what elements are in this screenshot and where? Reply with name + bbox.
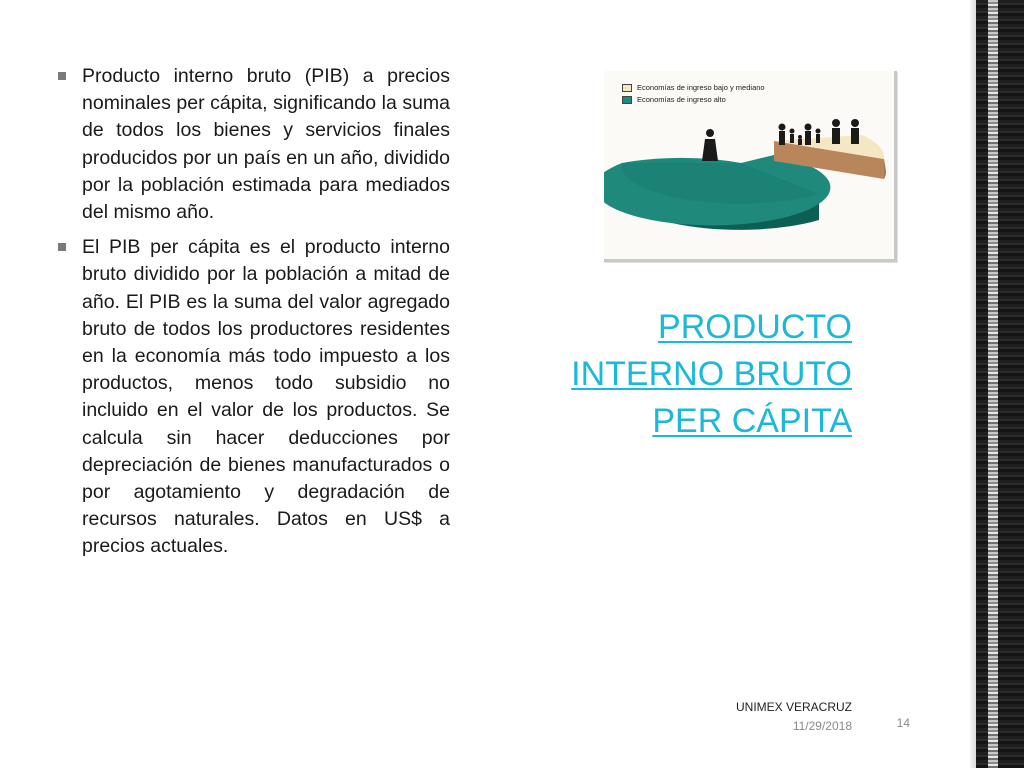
person-icon — [702, 129, 718, 161]
footer-date: 11/29/2018 — [792, 719, 852, 733]
bullet-text: Producto interno bruto (PIB) a precios nominales per cápita, significando la suma de todos los bienes y servicios finales producidos por un país en un año, dividido por la población estimada para mediados del mismo año. — [82, 65, 450, 224]
bullet-square-icon — [58, 243, 66, 251]
pie-chart-image — [604, 71, 897, 262]
slide-number: 14 — [896, 716, 910, 730]
slide-title[interactable] — [560, 304, 852, 445]
title-line[interactable]: PER CÁPITA — [652, 402, 852, 440]
legend-label: Economías de ingreso alto — [637, 95, 726, 104]
content-bullets — [58, 63, 450, 569]
low-income-slice-side-edge — [884, 159, 886, 179]
slide-border-decoration — [976, 0, 1024, 768]
bullet-text: El PIB per cápita es el producto interno bruto dividido por la población a mitad de año. El PIB es la suma del valor agregado bruto de todos los productores residentes en la economía más todo impuesto a los productos, menos todo subsidio no incluido en el valor de los productos. Se calcula sin hacer deducciones por depreciación de bienes manufacturados o por agotamiento y degradación de recursos naturales. Datos en US$ a precios actuales. — [82, 236, 450, 558]
bullet-square-icon — [58, 72, 66, 80]
slide-border-stripe — [988, 0, 998, 768]
title-line[interactable]: INTERNO BRUTO — [571, 355, 852, 393]
bullet-item — [58, 63, 450, 226]
title-line[interactable]: PRODUCTO — [658, 308, 852, 346]
footer-organization: UNIMEX VERACRUZ — [735, 700, 852, 714]
pie-chart-graphic — [604, 71, 894, 259]
bullet-item — [58, 234, 450, 560]
legend-label: Economías de ingreso bajo y mediano — [637, 83, 765, 92]
